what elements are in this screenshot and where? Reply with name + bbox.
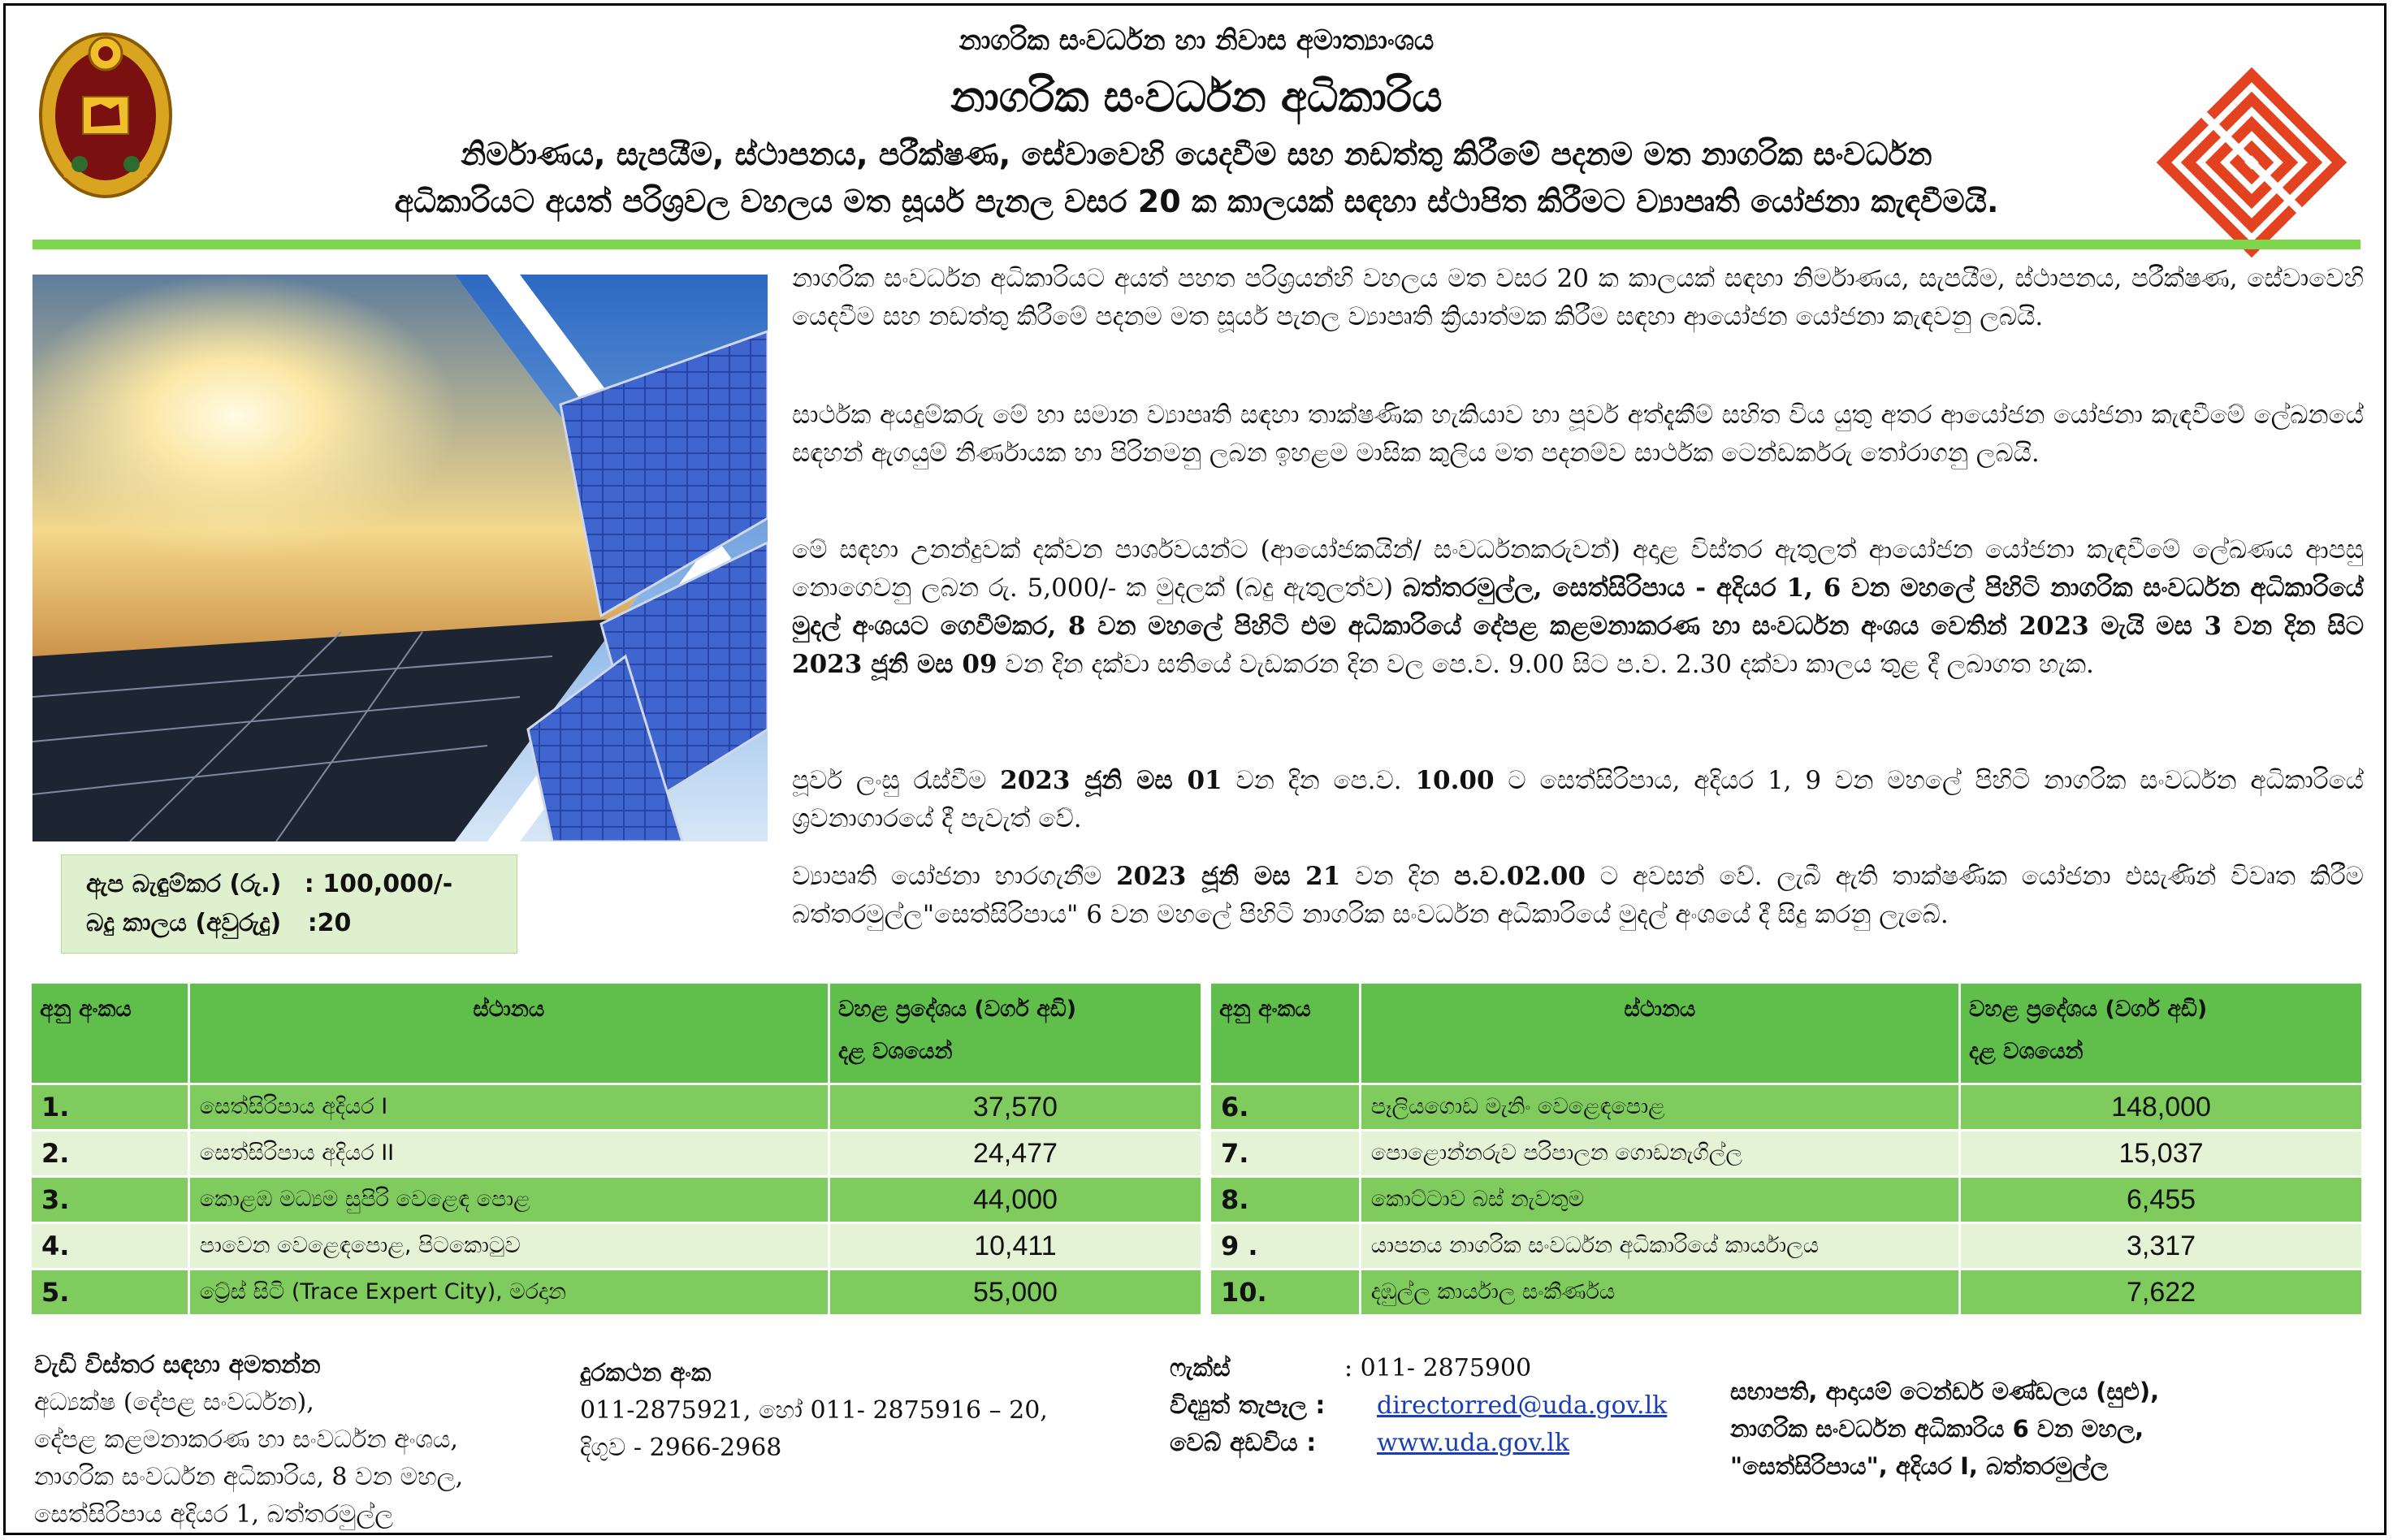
contact-line: නාගරික සංවර්ධන අධිකාරිය, 8 වන මහල,	[34, 1463, 464, 1491]
phone-block	[580, 1355, 1048, 1467]
row-place: සෙත්සිරිපාය අදියර I	[188, 1084, 829, 1131]
row-area: 6,455	[1960, 1177, 2363, 1223]
area-header-line-2: දළ වශයෙන්	[837, 1039, 953, 1064]
column-header-area	[1960, 983, 2363, 1084]
area-header-line-1: වහළ ප්‍රදේශය (වර්ග අඩි)	[837, 997, 1077, 1022]
phone-extension: දිගුව - 2966-2968	[580, 1434, 782, 1462]
table-row	[1210, 1084, 2363, 1131]
phone-numbers: 011-2875921, හෝ 011- 2875916 – 20,	[580, 1396, 1048, 1425]
paragraph-2	[792, 396, 2364, 473]
row-area: 37,570	[829, 1084, 1201, 1131]
paragraph-4-time: 10.00	[1415, 766, 1495, 795]
paragraph-4-text-e: ට සෙත්සිරිපාය, අදියර 1, 9 වන මහලේ පිහිටි නාගරික සංවර්ධන අධිකාරියේ ශ්‍රවනාගාරයේ දී පැවැත් වේ.	[792, 766, 2364, 833]
row-place: දඹුල්ල කාර්යාල සංකීර්ණය	[1360, 1270, 1959, 1316]
bid-security-value: : 100,000/-	[304, 870, 453, 898]
row-area: 15,037	[1960, 1131, 2363, 1177]
row-area: 7,622	[1960, 1270, 2363, 1316]
row-area: 10,411	[829, 1223, 1201, 1270]
table-header-row	[1210, 983, 2363, 1084]
row-area: 24,477	[829, 1131, 1201, 1177]
paragraph-1	[792, 260, 2364, 336]
row-place: යාපනය නාගරික සංවර්ධන අධිකාරියේ කාර්යාලය	[1360, 1223, 1959, 1270]
contact-heading: වැඩි විස්තර සඳහා අමතන්න	[34, 1351, 321, 1379]
fax-label: ෆැක්ස්	[1170, 1354, 1231, 1382]
bid-info-box	[61, 854, 517, 954]
fax-email-web-block	[1170, 1350, 1667, 1462]
contact-line: දේපළ කළමනාකරණ හා සංවර්ධන අංශය,	[34, 1425, 458, 1454]
row-area: 3,317	[1960, 1223, 2363, 1270]
row-number: 2.	[31, 1131, 189, 1177]
table-row	[31, 1177, 1202, 1223]
paragraph-5-text-c: වන දින	[1340, 862, 1454, 891]
header-divider	[32, 240, 2361, 249]
lease-period-label: බදු කාලය (අවුරුදු)	[86, 909, 282, 937]
paragraph-4	[792, 762, 2364, 838]
chairman-address-line: නාගරික සංවර්ධන අධිකාරිය 6 වන මහල,	[1730, 1415, 2144, 1443]
ministry-name: නාගරික සංවර්ධන හා නිවාස අමාත්‍යාංශය	[958, 24, 1435, 57]
column-header-area	[829, 983, 1201, 1084]
column-header-place: ස්ථානය	[188, 983, 829, 1084]
table-row	[31, 1223, 1202, 1270]
table-row	[1210, 1270, 2363, 1316]
contact-block	[34, 1347, 463, 1534]
notice-title-line-2: අධිකාරියට අයත් පරිශ්‍රවල වහලය මත සූර්ය පැනල වසර 20 ක කාලයක් සඳහා ස්ථාපිත කිරීමට ව්‍යාපෘති යෝජනා කැඳවීමයි.	[394, 184, 1999, 219]
paragraph-4-text-c: වන දින පෙ.ව.	[1222, 766, 1416, 795]
paragraph-3-text-a: මේ සඳහා උනන්දුවක් දක්වන පාර්ශවයන්ට (ආයෝජකයින්/ සංවර්ධනකරුවන්) අදාළ විස්තර ඇතුලත් ආයෝජන යෝජනා කැඳවීමේ ලේඛණය ආපසු නොගෙවනු ලබන රු. 5,000/- ක මුදලක් (බදු ඇතුලත්ව)	[792, 535, 2364, 603]
table-row	[1210, 1131, 2363, 1177]
paragraph-4-text-a: පූර්ව ලංසු රැස්වීම	[792, 766, 1001, 795]
fax-number: : 011- 2875900	[1344, 1354, 1532, 1382]
paragraph-2-text: සාර්ථක අයදුම්කරු මේ හා සමාන ව්‍යාපෘති සඳහා තාක්ෂණික හැකියාව හා පූර්ව අත්දැකීම් සහිත විය යුතු අතර ආයෝජන යෝජනා කැඳවීමේ ලේඛනයේ සඳහන් ඇගයුම් නිර්ණායක හා පිරිනමනු ලබන ඉහළම මාසික කුලිය මත පදනම්ව සාර්ථක ටෙන්ඩර්කරු තෝරාගනු ලබයි.	[792, 400, 2364, 468]
paragraph-5-time: ප.ව.02.00	[1454, 862, 1586, 891]
paragraph-5-text-a: ව්‍යාපෘති යෝජනා භාරගැනීම	[792, 862, 1117, 891]
row-number: 1.	[31, 1084, 189, 1131]
lease-period-value: :20	[307, 909, 352, 937]
paragraph-3-text-b: බත්තරමුල්ල, සෙත්සිරිපාය - අදියර 1, 6 වන මහලේ පිහිටි නාගරික සංවර්ධන අධිකාරියේ මුදල් අංශයට ගෙවීම්කර, 8 වන මහලේ පිහිටි එම අධිකාරියේ දේපළ කළමනාකරණ හා සංවර්ධන අංශය වෙතින් 2023 මැයි මස 3 වන දින සිට 2023 ජූනි මස 09	[792, 573, 2364, 679]
row-area: 148,000	[1960, 1084, 2363, 1131]
table-row	[31, 1084, 1202, 1131]
solar-panels-photo	[32, 275, 768, 841]
row-place: සෙත්සිරිපාය අදියර II	[188, 1131, 829, 1177]
chairman-address-line: "සෙත්සිරිපාය", අදියර I, බත්තරමුල්ල	[1730, 1452, 2109, 1480]
column-header-no: අනු අංකය	[1210, 983, 1361, 1084]
contact-line: අධ්‍යක්ෂ (දේපළ සංවර්ධන),	[34, 1388, 314, 1417]
authority-name: නාගරික සංවර්ධන අධිකාරිය	[950, 73, 1443, 122]
paragraph-3-text-c: වන දින දක්වා සතියේ වැඩකරන දින වල පෙ.ව. 9.00 සිට ප.ව. 2.30 දක්වා කාලය තුළ දී ලබාගත හැක.	[997, 650, 2094, 679]
row-number: 5.	[31, 1270, 189, 1316]
notice-title-line-1: නිර්මාණය, සැපයීම, ස්ථාපනය, පරීක්ෂණ, සේවාවෙහි යෙදවීම සහ නඩත්තු කිරීමේ පදනම මත නාගරික සංවර්ධන	[461, 136, 1932, 172]
row-place: පෑලියගොඩ මැනිං වෙළෙඳපොළ	[1360, 1084, 1959, 1131]
row-number: 8.	[1210, 1177, 1361, 1223]
paragraph-5-date: 2023 ජූනි මස 21	[1116, 862, 1341, 891]
paragraph-1-text: නාගරික සංවර්ධන අධිකාරියට අයත් පහත පරිශ්‍රයන්හි වහලය මත වසර 20 ක කාලයක් සඳහා නිර්මාණය, සැපයීම, ස්ථාපනය, පරීක්ෂණ, සේවාවෙහි යෙදවීම සහ නඩත්තු කිරීමේ පදනම මත සූර්ය පැනල ව්‍යාපෘති ක්‍රියාත්මක කිරීම සඳහා ආයෝජන යෝජනා කැඳවනු ලබයි.	[792, 264, 2364, 331]
area-header-line-1: වහළ ප්‍රදේශය (වර්ග අඩි)	[1969, 997, 2208, 1022]
sites-table-right	[1209, 981, 2364, 1317]
paragraph-3	[792, 531, 2364, 684]
email-label: විද්‍යුත් තැපෑල :	[1170, 1391, 1326, 1420]
paragraph-5-text-e: ට අවසන් වේ. ලැබී ඇති තාක්ෂණික යෝජනා එසැණින් විවෘත කිරීම බත්තරමුල්ල"සෙත්සිරිපාය" 6 වන මහලේ පිහිටි නාගරික සංවර්ධන අධිකාරියේ මුදල් අංශයේ දී සිදු කරනු ලැබේ.	[792, 862, 2364, 929]
table-row	[1210, 1177, 2363, 1223]
row-place: පොළොන්නරුව පරිපාලන ගොඩනැගිල්ල	[1360, 1131, 1959, 1177]
row-number: 7.	[1210, 1131, 1361, 1177]
row-area: 44,000	[829, 1177, 1201, 1223]
paragraph-5	[792, 858, 2364, 934]
column-header-place: ස්ථානය	[1360, 983, 1959, 1084]
row-number: 6.	[1210, 1084, 1361, 1131]
column-header-no: අනු අංකය	[31, 983, 189, 1084]
sites-table-left	[29, 981, 1203, 1317]
email-link[interactable]: directorred@uda.gov.lk	[1377, 1391, 1668, 1420]
website-label: වෙබ් අඩවිය :	[1170, 1429, 1317, 1457]
phone-heading: දුරකථන අංක	[580, 1359, 712, 1387]
contact-line: සෙත්සිරිපාය අදියර 1, බත්තරමුල්ල	[34, 1500, 394, 1529]
row-number: 4.	[31, 1223, 189, 1270]
chairman-address-line: සභාපති, ආදායම් ටෙන්ඩර් මණ්ඩලය (සුළු),	[1730, 1378, 2160, 1405]
table-row	[31, 1270, 1202, 1316]
row-area: 55,000	[829, 1270, 1201, 1316]
row-number: 10.	[1210, 1270, 1361, 1316]
table-row	[1210, 1223, 2363, 1270]
area-header-line-2: දළ වශයෙන්	[1969, 1039, 2084, 1064]
table-header-row	[31, 983, 1202, 1084]
chairman-address-block	[1730, 1373, 2159, 1485]
table-row	[31, 1131, 1202, 1177]
row-place: පාවෙන වෙළෙඳපොළ, පිටකොටුව	[188, 1223, 829, 1270]
row-place: ට්‍රේස් සිටි (Trace Expert City), මරදාන	[188, 1270, 829, 1316]
paragraph-4-date: 2023 ජූනි මස 01	[1000, 766, 1222, 795]
row-place: කොට්ටාව බස් නැවතුම	[1360, 1177, 1959, 1223]
bid-security-label: ඇප බැඳුම්කර (රු.)	[86, 870, 282, 898]
row-number: 9 .	[1210, 1223, 1361, 1270]
website-link[interactable]: www.uda.gov.lk	[1377, 1429, 1569, 1457]
row-place: කොළඹ මධ්‍යම සුපිරි වෙළෙඳ පොළ	[188, 1177, 829, 1223]
row-number: 3.	[31, 1177, 189, 1223]
